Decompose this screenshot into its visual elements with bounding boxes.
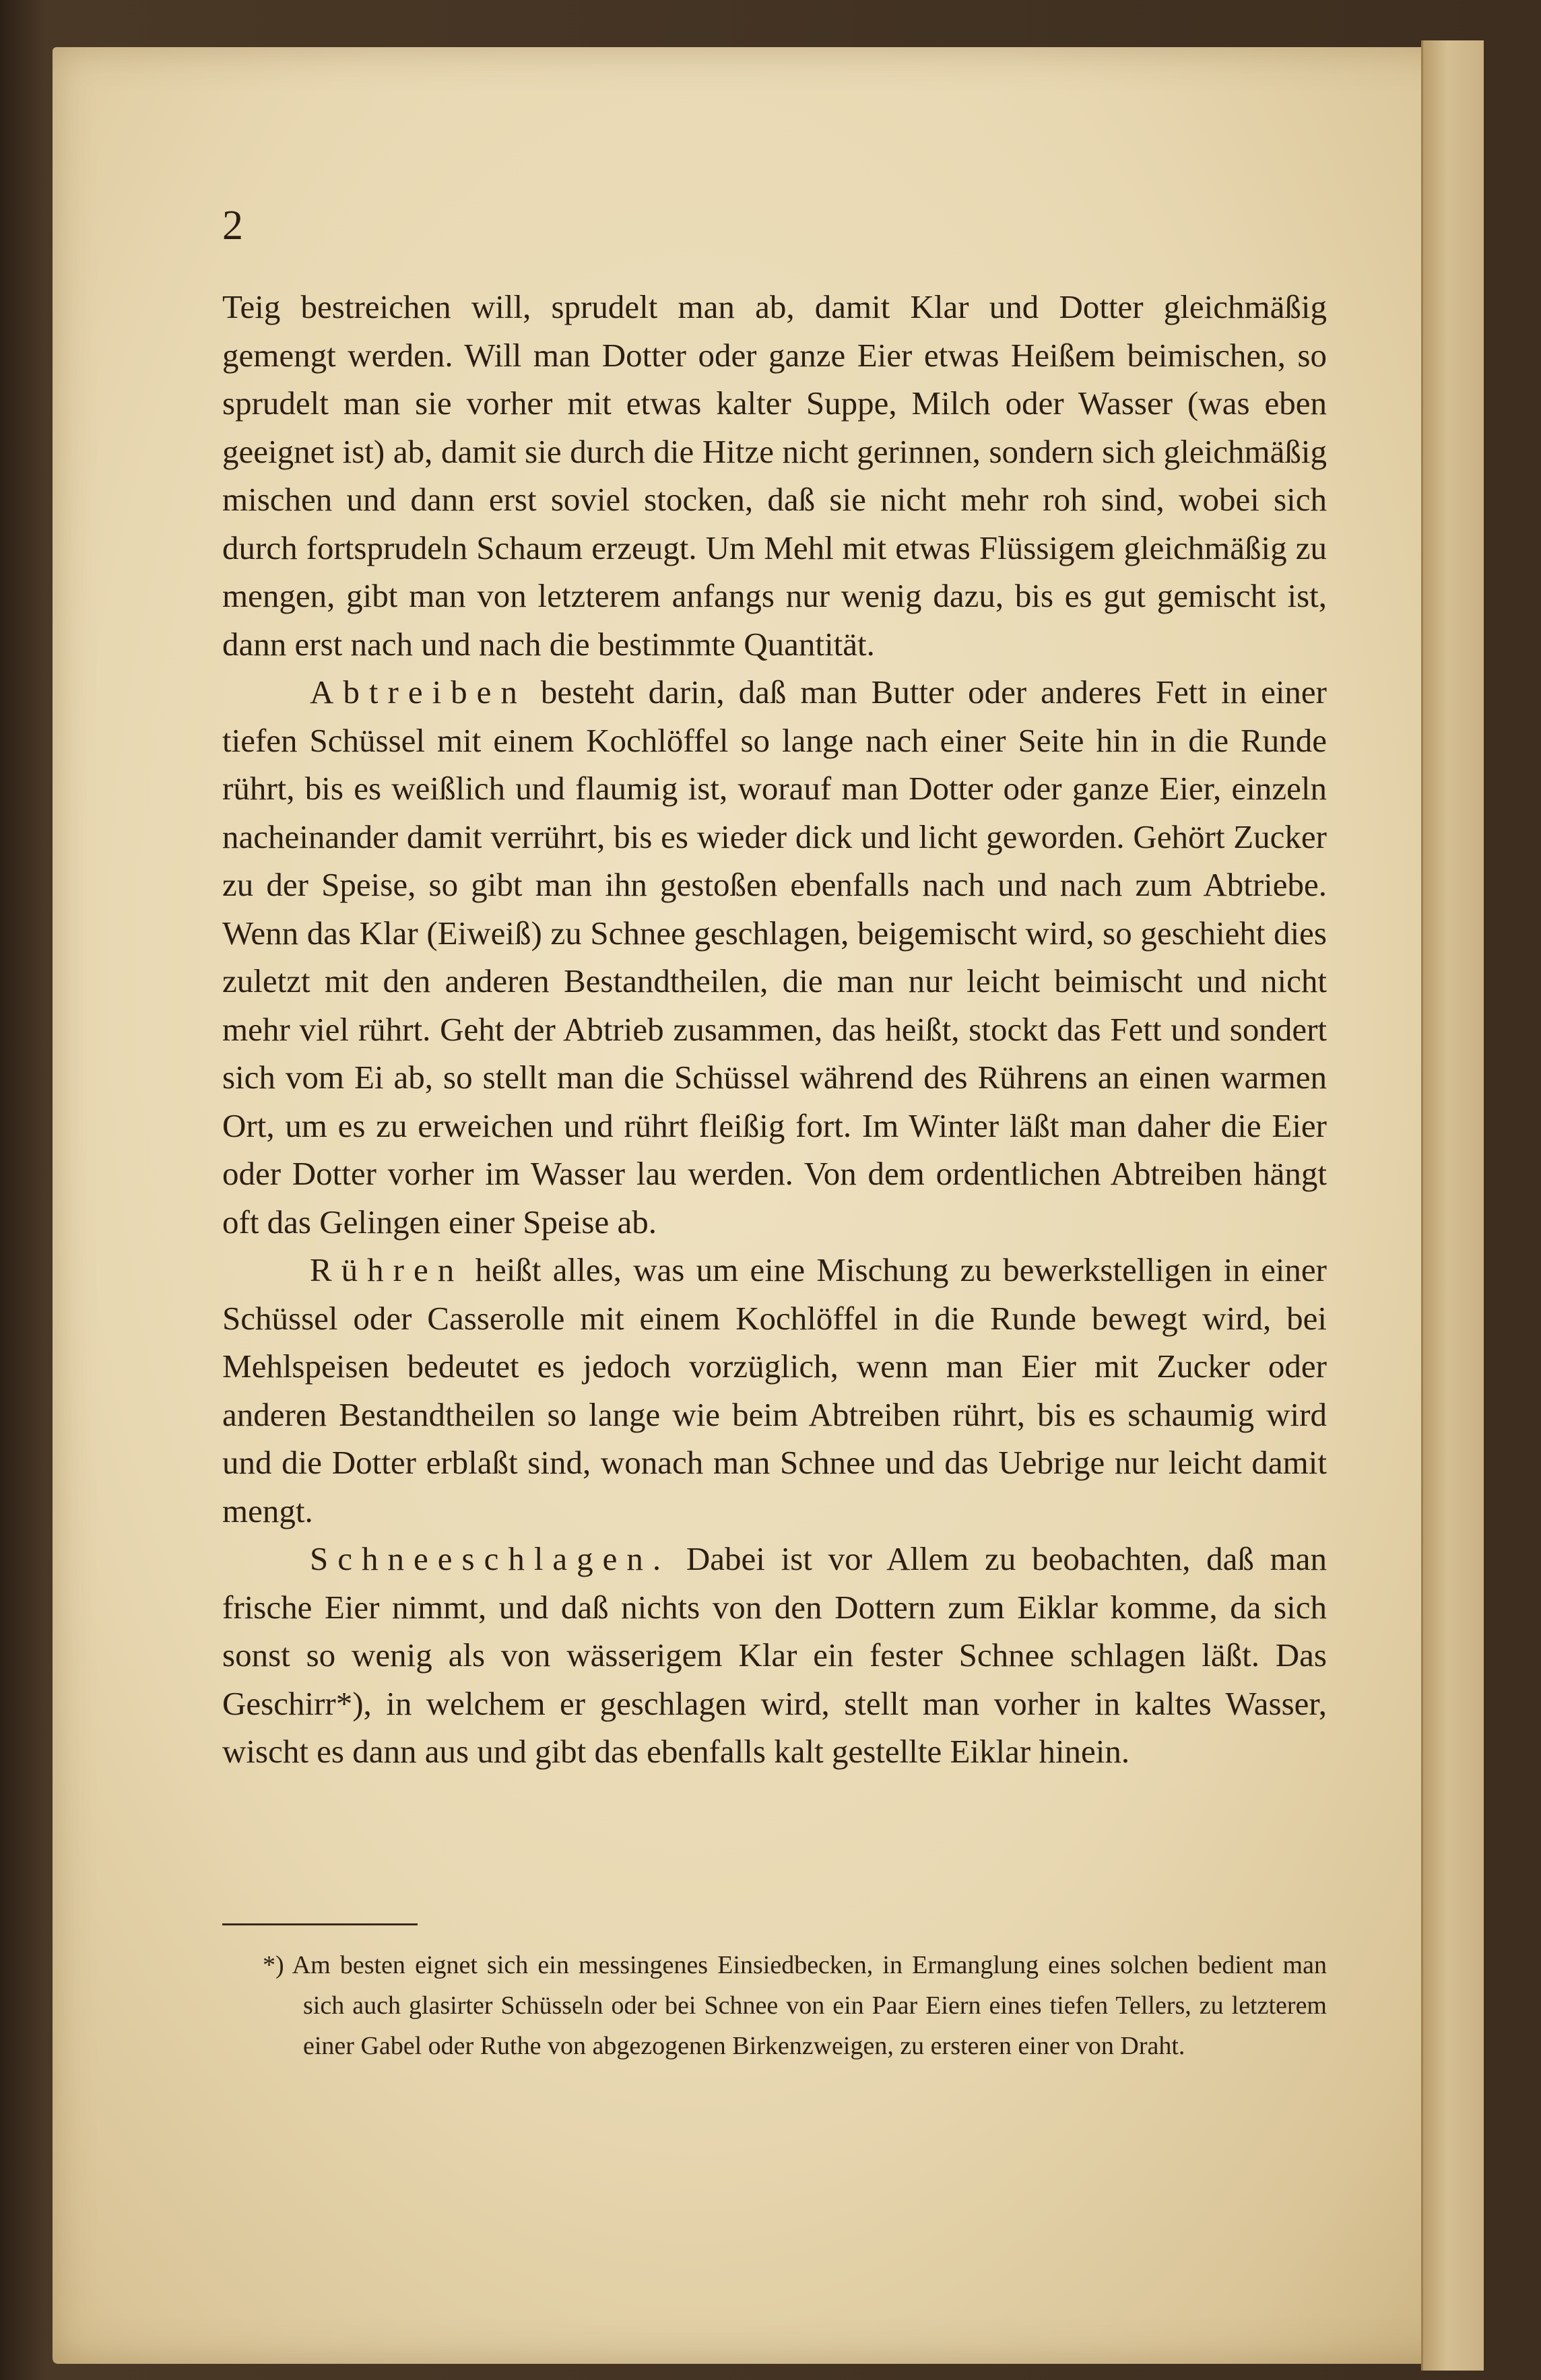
paragraph-schneeschlagen: [222, 1535, 1327, 1776]
paragraph-continuation: [222, 283, 1327, 668]
paragraph-text: heißt alles, was um eine Mischung zu bewerkstelligen in einer Schüssel oder Casserolle mit einem Kochlöffel in die Runde bewegt wird, bei Mehlspeisen bedeutet es jedoch vorzüglich, wenn man Eier mit Zucker oder anderen Bestandtheilen so lange wie beim Abtreiben rührt, bis es schaumig wird und die Dotter erblaßt sind, wonach man Schnee und das Uebrige nur leicht damit mengt.: [222, 1251, 1327, 1529]
paragraph-text: Dabei ist vor Allem zu beobachten, daß man frische Eier nimmt, und daß nichts von den Dottern zum Eiklar komme, da sich sonst so wenig als von wässerigem Klar ein fester Schnee schlagen läßt. Das Geschirr*), in welchem er geschlagen wird, stellt man vorher in kaltes Wasser, wischt es dann aus und gibt das ebenfalls kalt gestellte Eiklar hinein.: [222, 1540, 1327, 1770]
footnote: [222, 1945, 1327, 2066]
footnote-divider: [222, 1923, 418, 1925]
term-schneeschlagen: Schneeschlagen.: [310, 1540, 671, 1577]
main-text: [222, 283, 1327, 1776]
paragraph-text: Teig bestreichen will, sprudelt man ab, damit Klar und Dotter gleichmäßig gemengt werden. Will man Dotter oder ganze Eier etwas Heißem beimischen, so sprudelt man sie vorher mit etwas kalter Suppe, Milch oder Wasser (was eben geeignet ist) ab, damit sie durch die Hitze nicht gerinnen, sondern sich gleichmäßig mischen und dann erst soviel stocken, daß sie nicht mehr roh sind, wobei sich durch fortsprudeln Schaum erzeugt. Um Mehl mit etwas Flüssigem gleichmäßig zu mengen, gibt man von letzterem anfangs nur wenig dazu, bis es gut gemischt ist, dann erst nach und nach die bestimmte Quantität.: [222, 288, 1327, 663]
paragraph-text: besteht darin, daß man Butter oder anderes Fett in einer tiefen Schüssel mit einem Kochlöffel so lange nach einer Seite hin in die Runde rührt, bis es weißlich und flaumig ist, worauf man Dotter oder ganze Eier, einzeln nacheinander damit verrührt, bis es wieder dick und licht geworden. Gehört Zucker zu der Speise, so gibt man ihn gestoßen ebenfalls nach und nach zum Abtriebe. Wenn das Klar (Eiweiß) zu Schnee geschlagen, beigemischt wird, so geschieht dies zuletzt mit den anderen Bestandtheilen, die man nur leicht beimischt und nicht mehr viel rührt. Geht der Abtrieb zusammen, das heißt, stockt das Fett und sondert sich vom Ei ab, so stellt man die Schüssel während des Rührens an einen warmen Ort, um es zu erweichen und rührt fleißig fort. Im Winter läßt man daher die Eier oder Dotter vorher im Wasser lau werden. Von dem ordentlichen Abtreiben hängt oft das Gelingen einer Speise ab.: [222, 673, 1327, 1241]
paragraph-abtreiben: [222, 668, 1327, 1246]
page-number: 2: [222, 203, 243, 249]
footnote-text: *) Am besten eignet sich ein messingenes Einsiedbecken, in Ermanglung eines solchen bedient man sich auch glasirter Schüsseln oder bei Schnee von ein Paar Eiern eines tiefen Tellers, zu letzterem einer Gabel oder Ruthe von abgezogenen Birkenzweigen, zu ersteren einer von Draht.: [263, 1951, 1327, 2060]
paragraph-ruehren: [222, 1246, 1327, 1535]
term-ruehren: Rühren: [310, 1251, 464, 1288]
term-abtreiben: Abtreiben: [310, 673, 527, 710]
page-edge: [1421, 40, 1484, 2371]
